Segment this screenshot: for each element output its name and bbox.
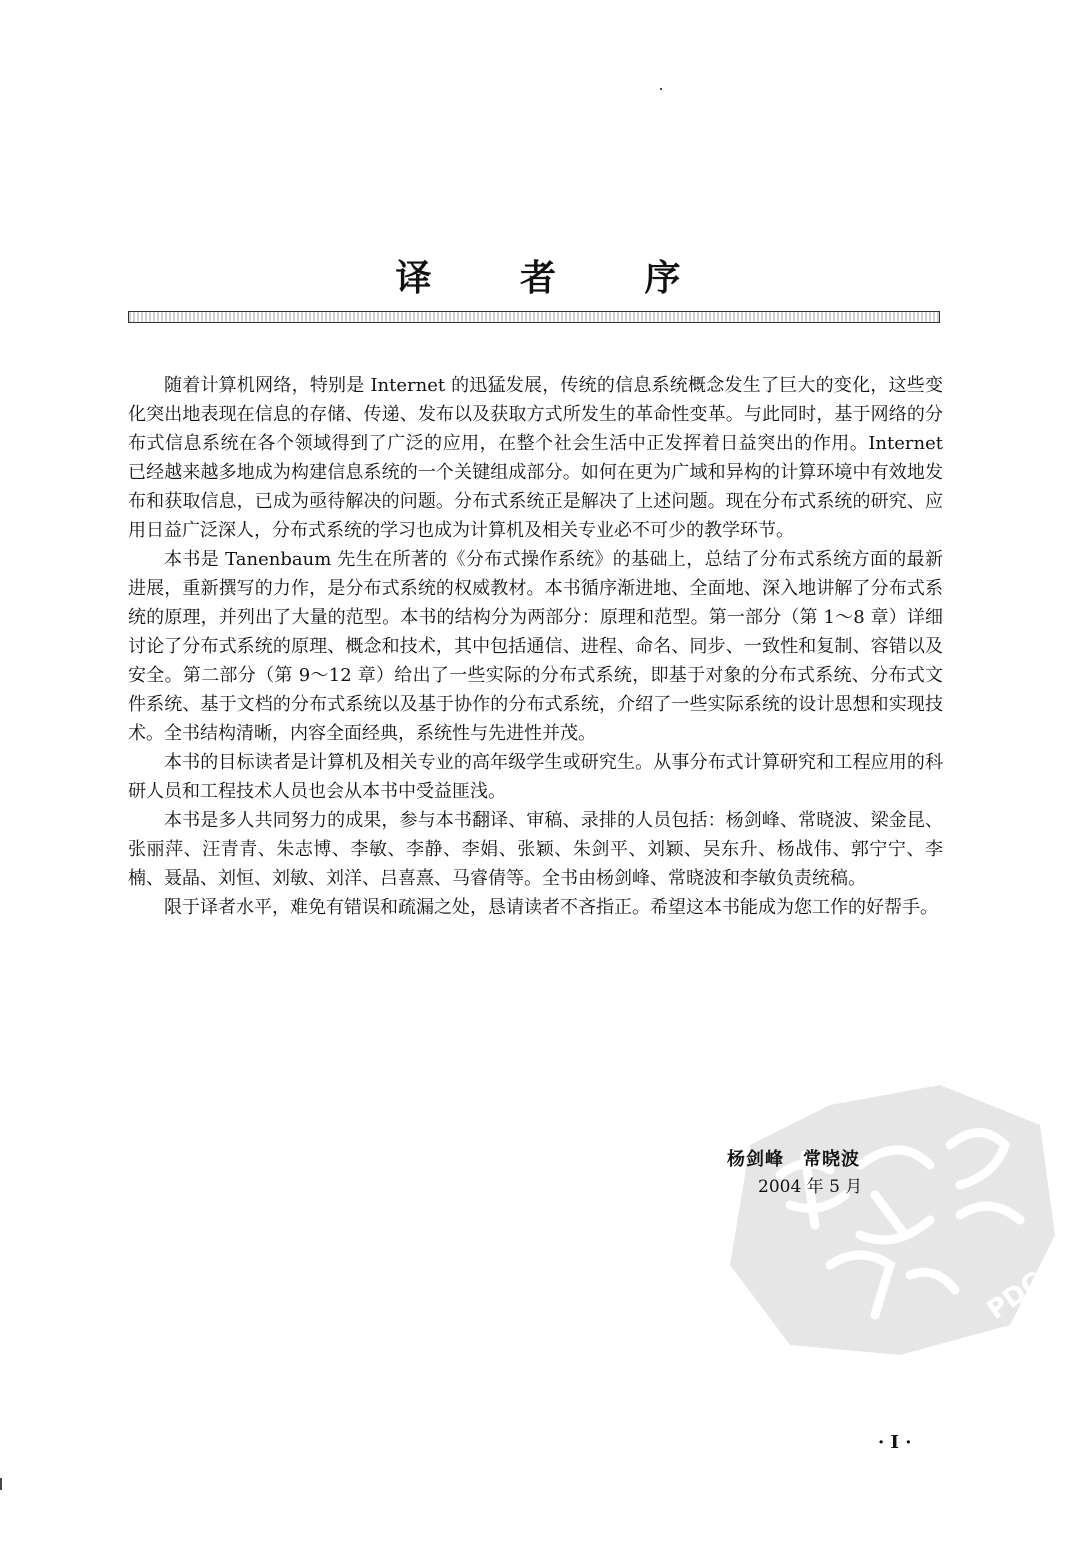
watermark-label: PDG bbox=[981, 1265, 1050, 1326]
preface-body bbox=[128, 371, 943, 922]
signature-date: 2004 年 5 月 bbox=[758, 1177, 863, 1197]
paragraph: 限于译者水平，难免有错误和疏漏之处，恳请读者不吝指正。希望这本书能成为您工作的好帮手。 bbox=[164, 897, 938, 918]
paragraph: 本书是多人共同努力的成果，参与本书翻译、审稿、录排的人员包括：杨剑峰、常晓波、梁金昆、张丽萍、汪青青、朱志博、李敏、李静、李娟、张颖、朱剑平、刘颖、吴东升、杨战伟、郭宁宁、李楠、聂晶、刘恒、刘敏、刘洋、吕喜熹、马睿倩等。全书由杨剑峰、常晓波和李敏负责统稿。 bbox=[128, 810, 943, 889]
paragraph: 本书的目标读者是计算机及相关专业的高年级学生或研究生。从事分布式计算研究和工程应用的科研人员和工程技术人员也会从本书中受益匪浅。 bbox=[128, 752, 943, 802]
watermark-seal bbox=[710, 1065, 1070, 1365]
paragraph: 本书是 Tanenbaum 先生在所著的《分布式操作系统》的基础上，总结了分布式系统方面的最新进展，重新撰写的力作，是分布式系统的权威教材。本书循序渐进地、全面地、深入地讲解了分布式系统的原理，并列出了大量的范型。本书的结构分为两部分：原理和范型。第一部分（第 1～8 章）详细讨论了分布式系统的原理、概念和技术，其中包括通信、进程、命名、同步、一致性和复制、容错以及安全。第二部分（第 9～12 章）给出了一些实际的分布式系统，即基于对象的分布式系统、分布式文件系统、基于文档的分布式系统以及基于协作的分布式系统，介绍了一些实际系统的设计思想和实现技术。全书结构清晰，内容全面经典，系统性与先进性并茂。 bbox=[128, 549, 943, 744]
scan-speck bbox=[660, 88, 662, 90]
scan-speck bbox=[0, 1478, 2, 1490]
translator-names: 杨剑峰 常晓波 bbox=[727, 1149, 860, 1170]
title-divider bbox=[128, 311, 940, 323]
page-number: · I · bbox=[878, 1432, 912, 1453]
paragraph: 随着计算机网络，特别是 Internet 的迅猛发展，传统的信息系统概念发生了巨大的变化，这些变化突出地表现在信息的存储、传递、发布以及获取方式所发生的革命性变革。与此同时，基于网络的分布式信息系统在各个领域得到了广泛的应用，在整个社会生活中正发挥着日益突出的作用。Internet 已经越来越多地成为构建信息系统的一个关键组成部分。如何在更为广域和异构的计算环境中有效地发布和获取信息，已成为亟待解决的问题。分布式系统正是解决了上述问题。现在分布式系统的研究、应用日益广泛深人，分布式系统的学习也成为计算机及相关专业必不可少的教学环节。 bbox=[128, 375, 943, 541]
page-title: 译 者 序 bbox=[395, 258, 719, 299]
